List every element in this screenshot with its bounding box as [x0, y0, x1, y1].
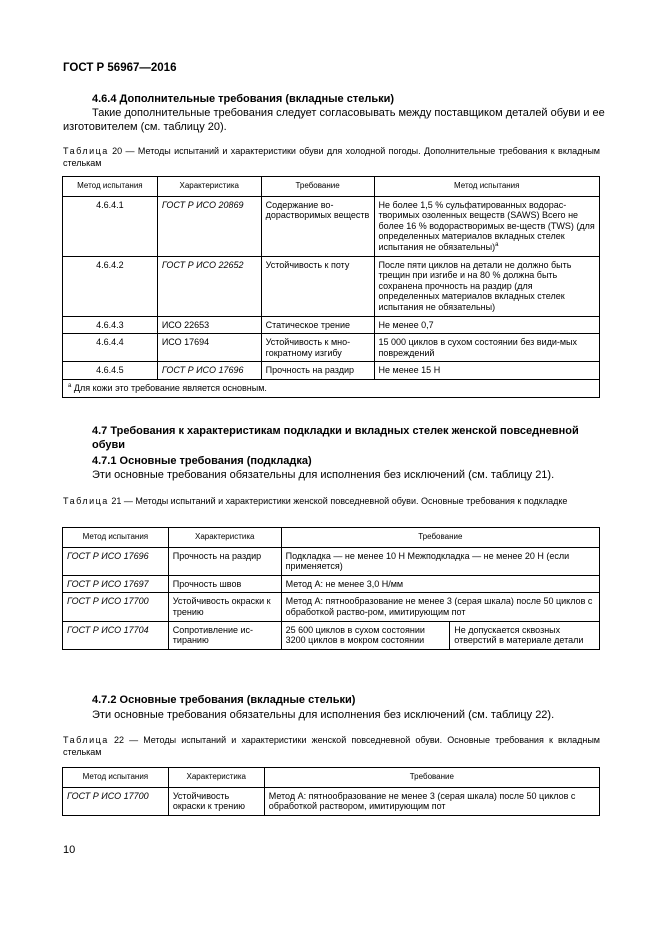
requirement-cell: Подкладка — не менее 10 Н Межподкладка — не менее 20 Н (если применяется): [281, 547, 599, 575]
section-text-4-7-2: Эти основные требования обязательны для исполнения без исключений (см. таблицу 22).: [92, 709, 555, 721]
characteristic-cell: Прочность швов: [168, 575, 281, 593]
table20-caption-prefix: Таблица: [63, 146, 109, 156]
page-header: ГОСТ Р 56967—2016: [63, 62, 177, 74]
table21-caption-text: 21 — Методы испытаний и характеристики женской повседневной обуви. Основные требования к подкладке: [111, 496, 568, 506]
method-cell: ГОСТ Р ИСО 17696: [157, 362, 261, 380]
table-header-cell: Характеристика: [157, 177, 261, 197]
method-cell: ГОСТ Р ИСО 20869: [157, 196, 261, 256]
table-row: [63, 547, 600, 575]
table-header-cell: Требование: [261, 177, 374, 197]
table-row: [63, 787, 600, 815]
clause-cell: 4.6.4.3: [63, 316, 158, 334]
table-21: [62, 527, 600, 650]
table-row: [63, 316, 600, 334]
characteristic-cell: Устойчивость к мно-гократному изгибу: [261, 334, 374, 362]
method-cell: ИСО 17694: [157, 334, 261, 362]
requirement-cell: После пяти циклов на детали не должно быть трещин при изгибе и на 80 % должна быть сохранена прочность на раздир (для определенных материалов вкладных стелек испытания не обязательны): [374, 256, 600, 316]
requirement-text: Не более 1,5 % сульфатированных водорас-творимых озоленных веществ (SAWS) Всего не более 16 % водорастворимых ве-ществ (TWS) (для определенных материалов вкладных стелек испытания не обязательны): [378, 199, 595, 252]
table-header-cell: Характеристика: [168, 768, 264, 788]
requirement-cell: 25 600 циклов в сухом состоянии 3200 циклов в мокром состоянии: [281, 621, 450, 649]
characteristic-cell: Устойчивость окраски к трению: [168, 787, 264, 815]
clause-cell: 4.6.4.1: [63, 196, 158, 256]
table-footnote: [63, 379, 600, 397]
clause-cell: 4.6.4.5: [63, 362, 158, 380]
table21-caption-prefix: Таблица: [63, 496, 109, 506]
table-header-cell: Требование: [281, 528, 599, 548]
section-title-4-7: 4.7 Требования к характеристикам подкладки и вкладных стелек женской повседневной обуви: [92, 425, 579, 451]
table-header-cell: Метод испытания: [374, 177, 600, 197]
method-cell: ИСО 22653: [157, 316, 261, 334]
characteristic-cell: Прочность на раздир: [261, 362, 374, 380]
table-header-row: [63, 528, 600, 548]
table-header-cell: Метод испытания: [63, 528, 169, 548]
footnote-mark: a: [68, 382, 72, 389]
characteristic-cell: Содержание во-дорастворимых веществ: [261, 196, 374, 256]
requirement-note-cell: Не допускается сквозных отверстий в материале детали: [450, 621, 600, 649]
footnote-text: Для кожи это требование является основным.: [73, 382, 267, 393]
table-row: [63, 593, 600, 621]
section-text-4-6-4: Такие дополнительные требования следует согласовывать между поставщиком деталей обуви и ее изготовителем (см. таблицу 20).: [63, 107, 605, 133]
table22-caption: [63, 735, 600, 758]
table-header-row: [63, 768, 600, 788]
requirement-cell: Метод А: не менее 3,0 Н/мм: [281, 575, 599, 593]
table-row: [63, 362, 600, 380]
table-row: [63, 196, 600, 256]
requirement-cell: Метод А: пятнообразование не менее 3 (серая шкала) после 50 циклов с обработкой раствором, имитирующим пот: [264, 787, 599, 815]
clause-cell: 4.6.4.4: [63, 334, 158, 362]
section-text-4-7-1: Эти основные требования обязательны для исполнения без исключений (см. таблицу 21).: [92, 469, 555, 481]
table-header-cell: Требование: [264, 768, 599, 788]
table-row: [63, 256, 600, 316]
section-title-4-7-2: 4.7.2 Основные требования (вкладные стельки): [92, 694, 356, 706]
table-row: [63, 334, 600, 362]
characteristic-cell: Устойчивость окраски к трению: [168, 593, 281, 621]
table-22: [62, 767, 600, 816]
section-title-4-7-1: 4.7.1 Основные требования (подкладка): [92, 455, 312, 467]
requirement-cell: [374, 196, 600, 256]
method-cell: ГОСТ Р ИСО 17697: [63, 575, 169, 593]
table-row: [63, 575, 600, 593]
characteristic-cell: Прочность на раздир: [168, 547, 281, 575]
characteristic-cell: Сопротивление ис-тиранию: [168, 621, 281, 649]
characteristic-cell: Статическое трение: [261, 316, 374, 334]
table-header-cell: Метод испытания: [63, 177, 158, 197]
table20-caption-text: 20 — Методы испытаний и характеристики обуви для холодной погоды. Дополнительные требования к вкладным стелькам: [63, 146, 600, 168]
requirement-cell: Не менее 0,7: [374, 316, 600, 334]
table22-caption-prefix: Таблица: [63, 735, 109, 745]
section-title-4-6-4: 4.6.4 Дополнительные требования (вкладные стельки): [92, 93, 395, 105]
method-cell: ГОСТ Р ИСО 17696: [63, 547, 169, 575]
method-cell: ГОСТ Р ИСО 22652: [157, 256, 261, 316]
table-footnote-row: [63, 379, 600, 397]
table22-caption-text: 22 — Методы испытаний и характеристики женской повседневной обуви. Основные требования к вкладным стелькам: [63, 735, 600, 757]
requirement-cell: 15 000 циклов в сухом состоянии без види-мых повреждений: [374, 334, 600, 362]
table-row: [63, 621, 600, 649]
method-cell: ГОСТ Р ИСО 17700: [63, 593, 169, 621]
page-number: 10: [63, 844, 76, 856]
characteristic-cell: Устойчивость к поту: [261, 256, 374, 316]
table21-caption: [63, 496, 600, 508]
table-header-row: [63, 177, 600, 197]
table-header-cell: Метод испытания: [63, 768, 169, 788]
requirement-cell: Не менее 15 Н: [374, 362, 600, 380]
table-20: [62, 176, 600, 398]
clause-cell: 4.6.4.2: [63, 256, 158, 316]
table-header-cell: Характеристика: [168, 528, 281, 548]
method-cell: ГОСТ Р ИСО 17704: [63, 621, 169, 649]
table20-caption: [63, 146, 600, 169]
requirement-cell: Метод А: пятнообразование не менее 3 (серая шкала) после 50 циклов с обработкой раство-ром, имитирующим пот: [281, 593, 599, 621]
footnote-ref: a: [495, 241, 499, 248]
method-cell: ГОСТ Р ИСО 17700: [63, 787, 169, 815]
